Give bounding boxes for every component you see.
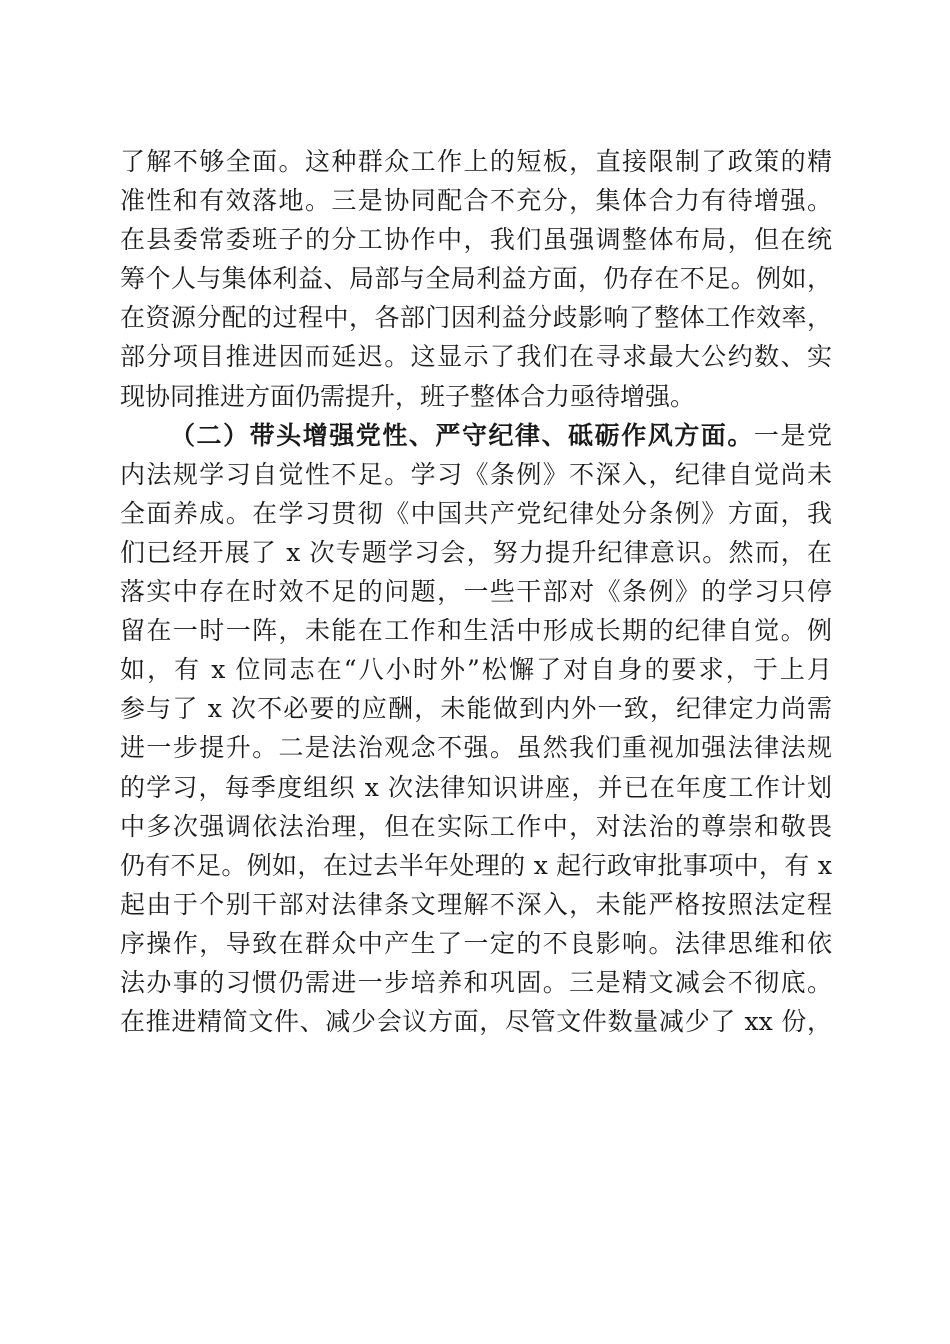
text-line: 进一步提升。二是法治观念不强。虽然我们重视加强法律法规: [120, 733, 832, 763]
text-line: 筹个人与集体利益、局部与全局利益方面，仍存在不足。例如，: [120, 264, 832, 294]
text-line: 法办事的习惯仍需进一步培养和巩固。三是精文减会不彻底。: [120, 967, 832, 997]
text-line: 全面养成。在学习贯彻《中国共产党纪律处分条例》方面，我: [120, 498, 832, 528]
text-line: 准性和有效落地。三是协同配合不充分，集体合力有待增强。: [120, 186, 832, 216]
section-heading-continuation: 一是党: [753, 420, 832, 450]
text-line: 仍有不足。例如，在过去半年处理的 x 起行政审批事项中，有 x: [120, 850, 832, 880]
body-text: [120, 142, 832, 1041]
text-line: 现协同推进方面仍需提升，班子整体合力亟待增强。: [120, 381, 696, 411]
text-line: 留在一时一阵，未能在工作和生活中形成长期的纪律自觉。例: [120, 616, 832, 646]
section-heading-line: [120, 416, 832, 455]
text-line: 如，有 x 位同志在“八小时外”松懈了对自身的要求，于上月: [120, 655, 832, 685]
text-line: 内法规学习自觉性不足。学习《条例》不深入，纪律自觉尚未: [120, 459, 832, 489]
text-line: 参与了 x 次不必要的应酬，未能做到内外一致，纪律定力尚需: [120, 694, 832, 724]
section-heading: （二）带头增强党性、严守纪律、砥砺作风方面。: [170, 420, 754, 450]
text-line: 在县委常委班子的分工协作中，我们虽强调整体布局，但在统: [120, 225, 832, 255]
text-line: 中多次强调依法治理，但在实际工作中，对法治的尊崇和敬畏: [120, 811, 832, 841]
text-line: 起由于个别干部对法律条文理解不深入，未能严格按照法定程: [120, 889, 832, 919]
text-line: 落实中存在时效不足的问题，一些干部对《条例》的学习只停: [120, 577, 832, 607]
text-line: 在资源分配的过程中，各部门因利益分歧影响了整体工作效率，: [120, 303, 832, 333]
text-line: 序操作，导致在群众中产生了一定的不良影响。法律思维和依: [120, 928, 832, 958]
text-line: 了解不够全面。这种群众工作上的短板，直接限制了政策的精: [120, 147, 832, 176]
text-line: 在推进精简文件、减少会议方面，尽管文件数量减少了 xx 份，: [120, 1007, 832, 1037]
text-line: 部分项目推进因而延迟。这显示了我们在寻求最大公约数、实: [120, 342, 832, 372]
text-line: 们已经开展了 x 次专题学习会，努力提升纪律意识。然而，在: [120, 537, 832, 567]
text-line: 的学习，每季度组织 x 次法律知识讲座，并已在年度工作计划: [120, 772, 832, 802]
